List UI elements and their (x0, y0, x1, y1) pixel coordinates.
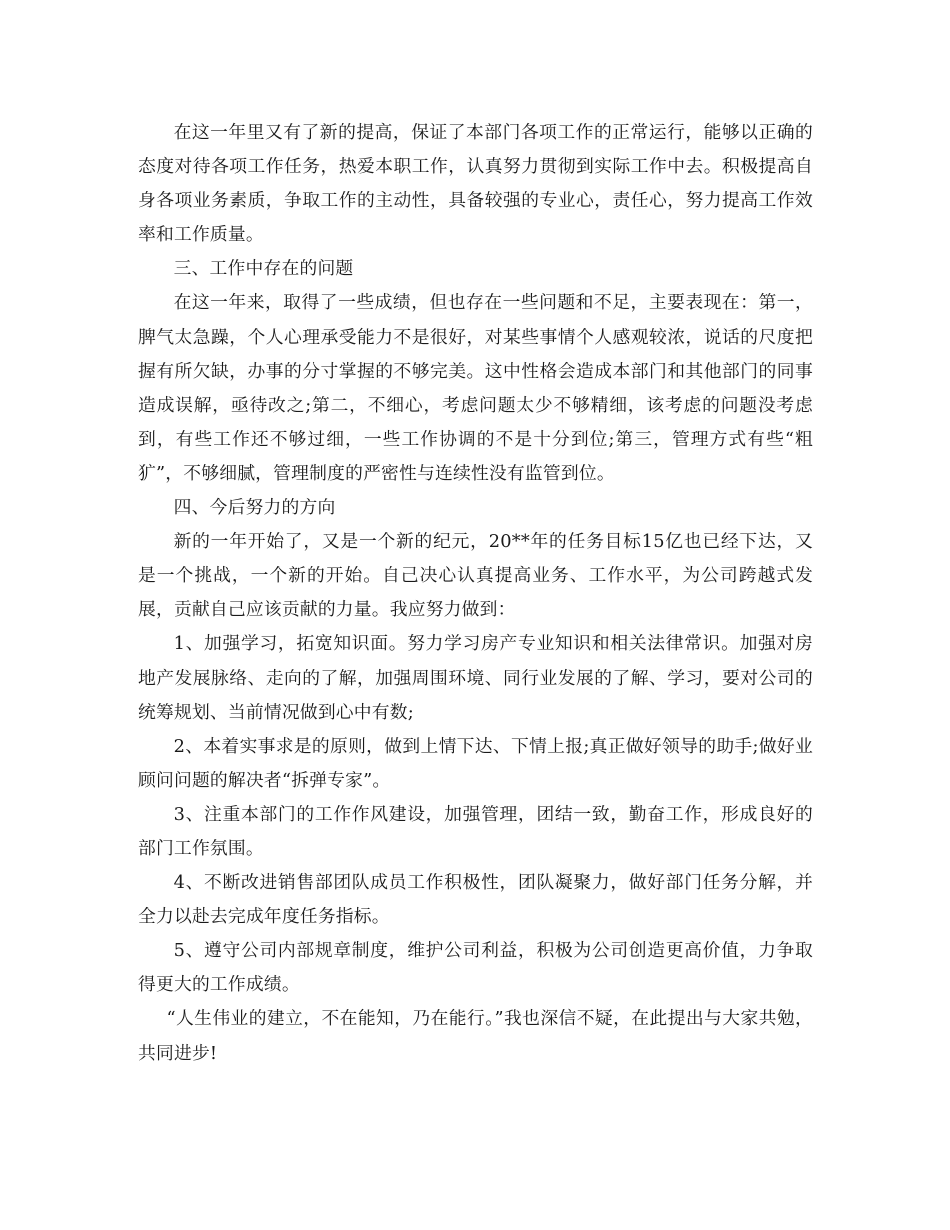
paragraph-intro-continued: 在这一年里又有了新的提高，保证了本部门各项工作的正常运行，能够以正确的态度对待各项工作任务，热爱本职工作，认真努力贯彻到实际工作中去。积极提高自身各项业务素质，争取工作的主动性，具备较强的专业心，责任心，努力提高工作效率和工作质量。 (138, 122, 813, 246)
paragraph-problems: 在这一年来，取得了一些成绩，但也存在一些问题和不足，主要表现在：第一，脾气太急躁，个人心理承受能力不是很好，对某些事情个人感观较浓，说话的尺度把握有所欠缺，办事的分寸掌握的不够完美。这中性格会造成本部门和其他部门的同事造成误解，亟待改之;第二，不细心，考虑问题太少不够精细，该考虑的问题没考虑到，有些工作还不够过细，一些工作协调的不是十分到位;第三，管理方式有些“粗犷”，不够细腻，管理制度的严密性与连续性没有监管到位。 (138, 292, 813, 484)
section-heading-direction: 四、今后努力的方向 (173, 497, 336, 519)
list-item-2: 2、本着实事求是的原则，做到上情下达、下情上报;真正做好领导的助手;做好业顾问问题的解决者“拆弹专家”。 (138, 735, 813, 791)
list-item-1: 1、加强学习，拓宽知识面。努力学习房产专业知识和相关法律常识。加强对房地产发展脉络、走向的了解，加强周围环境、同行业发展的了解、学习，要对公司的统筹规划、当前情况做到心中有数; (138, 633, 813, 723)
paragraph-new-year: 新的一年开始了，又是一个新的纪元，20**年的任务目标15亿也已经下达，又是一个挑战，一个新的开始。自己决心认真提高业务、工作水平，为公司跨越式发展，贡献自己应该贡献的力量。我应努力做到： (138, 531, 813, 621)
closing-quote-paragraph: “人生伟业的建立，不在能知，乃在能行。”我也深信不疑，在此提出与大家共勉，共同进步! (138, 1008, 813, 1064)
list-item-3: 3、注重本部门的工作作风建设，加强管理，团结一致，勤奋工作，形成良好的部门工作氛围。 (138, 803, 813, 859)
list-item-5: 5、遵守公司内部规章制度，维护公司利益，积极为公司创造更高价值，力争取得更大的工作成绩。 (138, 940, 813, 996)
section-heading-problems: 三、工作中存在的问题 (173, 258, 354, 280)
document-body (138, 116, 813, 1071)
list-item-4: 4、不断改进销售部团队成员工作积极性，团队凝聚力，做好部门任务分解，并全力以赴去完成年度任务指标。 (138, 872, 813, 928)
